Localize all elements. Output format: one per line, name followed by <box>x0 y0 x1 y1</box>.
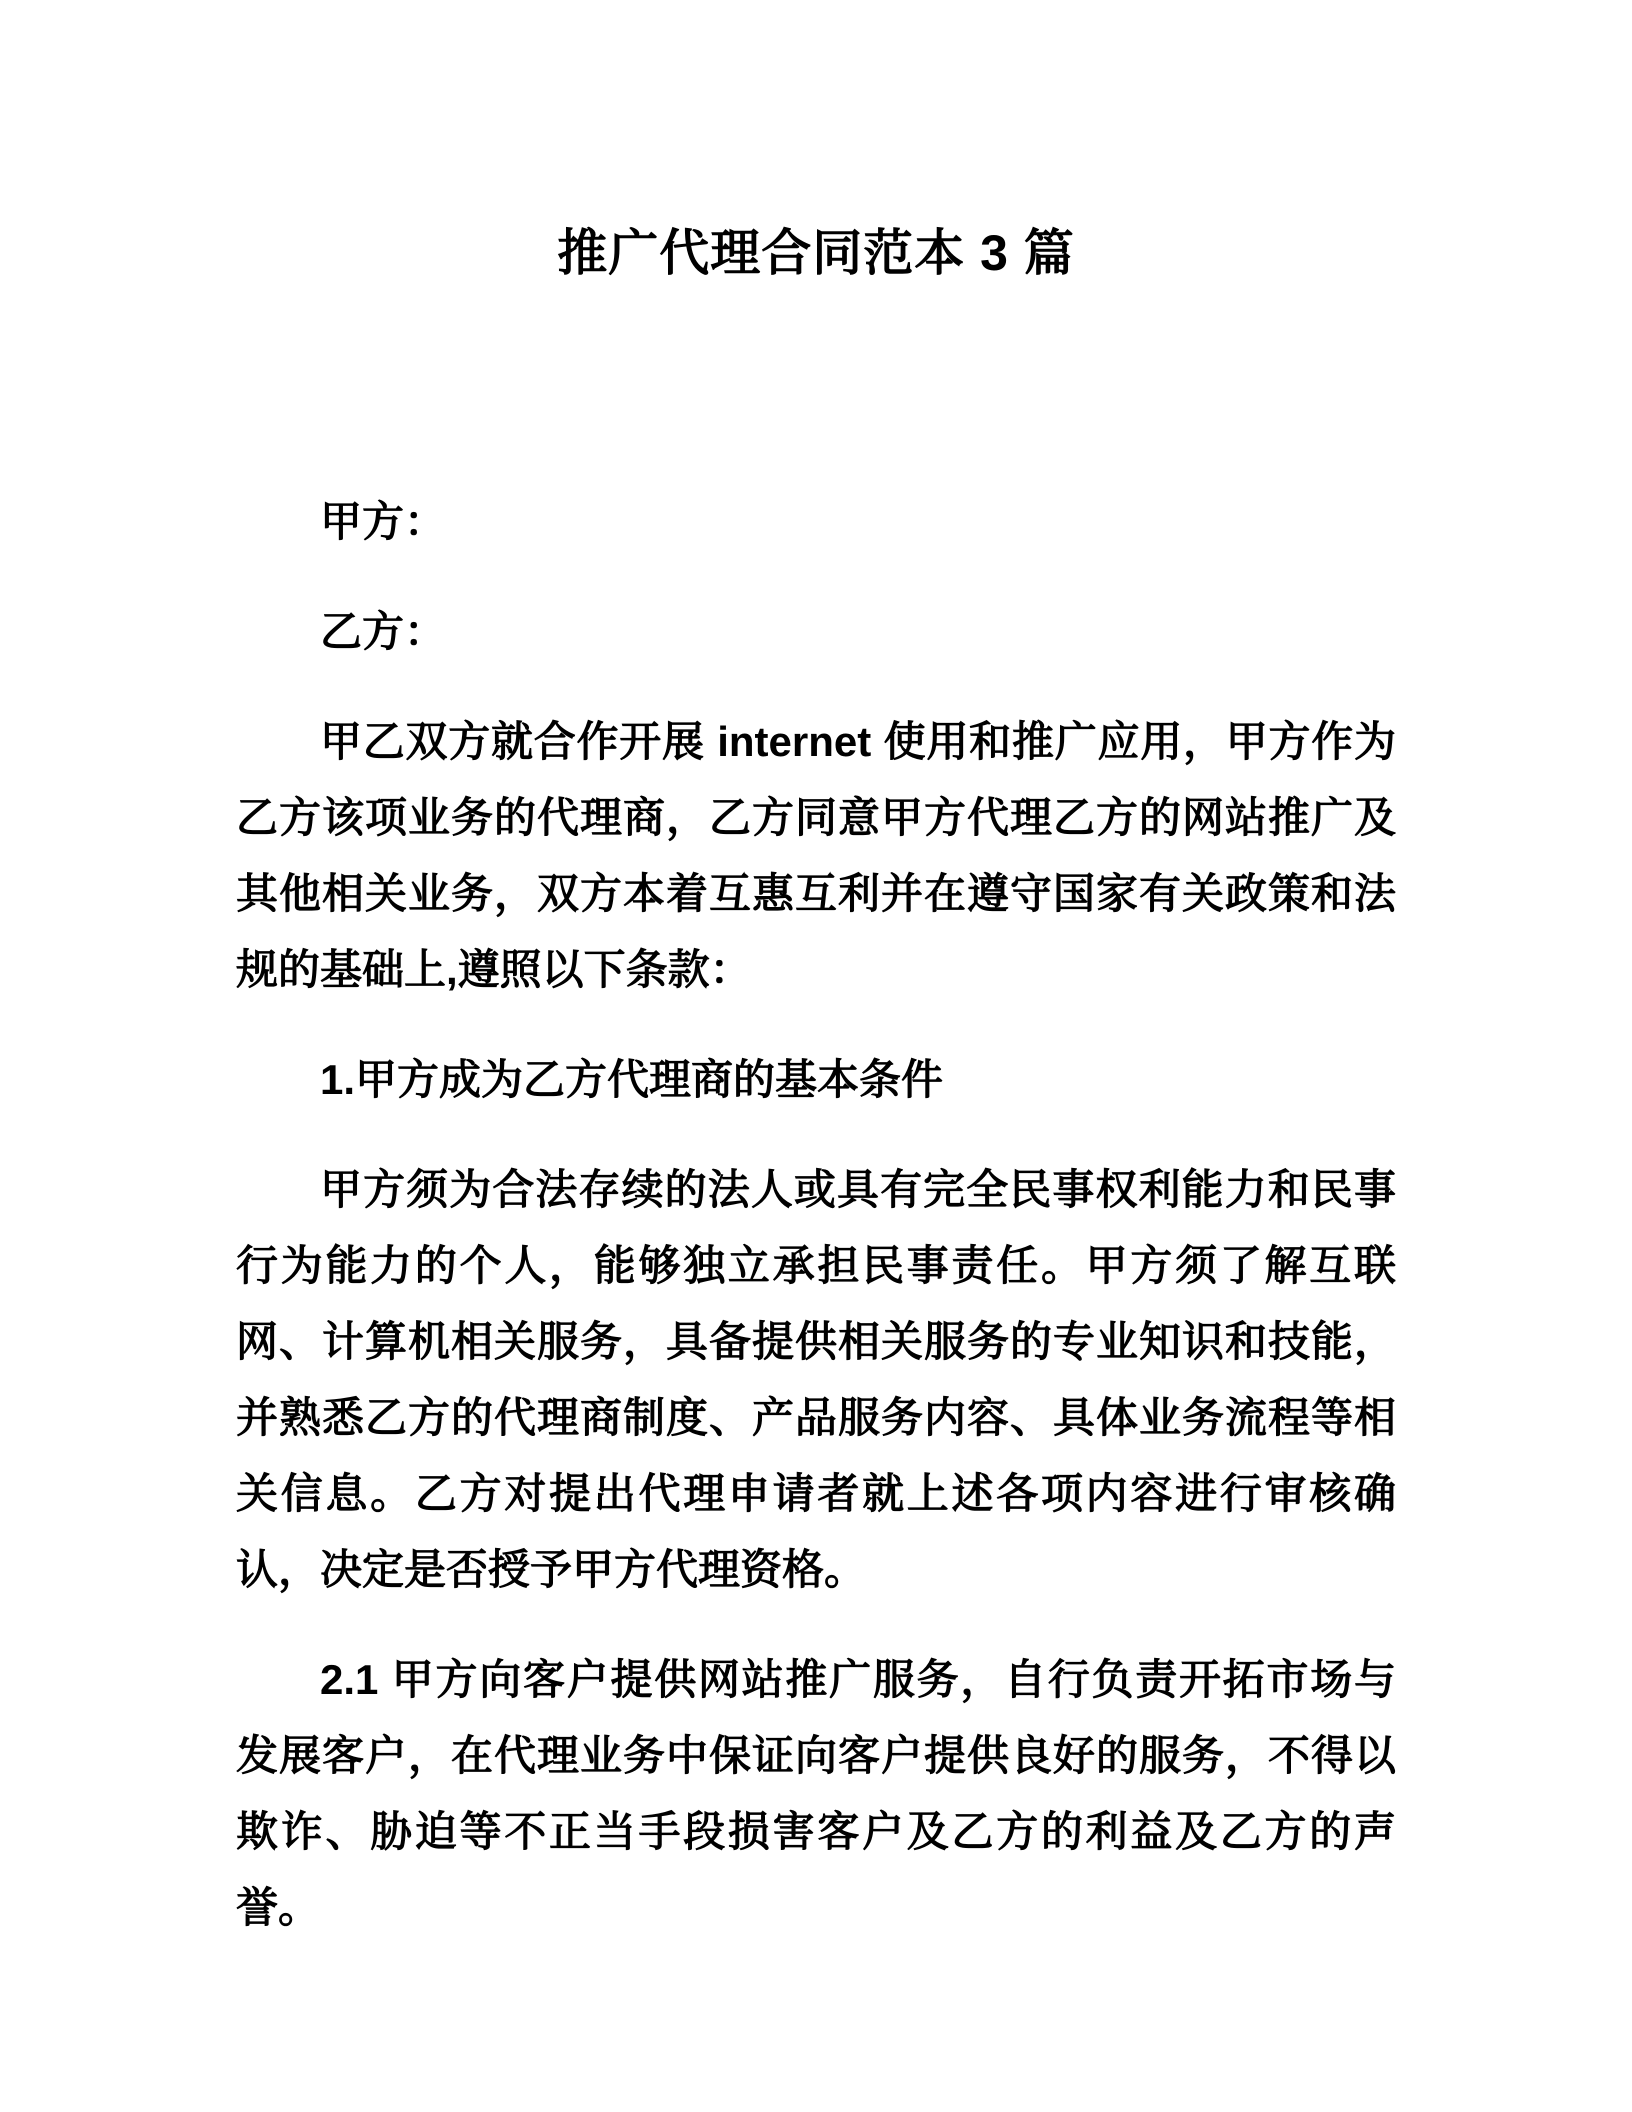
section-1-body-paragraph: 甲方须为合法存续的法人或具有完全民事权利能力和民事行为能力的个人，能够独立承担民事责任。甲方须了解互联网、计算机相关服务，具备提供相关服务的专业知识和技能，并熟悉乙方的代理商制度、产品服务内容、具体业务流程等相关信息。乙方对提出代理申请者就上述各项内容进行审核确认，决定是否授予甲方代理资格。 <box>236 1166 1396 1593</box>
party-a-line: 甲方： <box>320 498 447 545</box>
section-1-heading: 1.甲方成为乙方代理商的基本条件 <box>320 1056 944 1103</box>
intro-paragraph: 甲乙双方就合作开展 internet 使用和推广应用，甲方作为乙方该项业务的代理商，乙方同意甲方代理乙方的网站推广及其他相关业务，双方本着互惠互利并在遵守国家有关政策和法规的基础上,遵照以下条款： <box>236 718 1396 993</box>
clause-2-1-paragraph: 2.1 甲方向客户提供网站推广服务，自行负责开拓市场与发展客户，在代理业务中保证向客户提供良好的服务，不得以欺诈、胁迫等不正当手段损害客户及乙方的利益及乙方的声誉。 <box>236 1656 1396 1931</box>
party-b-line: 乙方： <box>320 608 447 655</box>
document-title: 推广代理合同范本 3 篇 <box>557 225 1075 281</box>
